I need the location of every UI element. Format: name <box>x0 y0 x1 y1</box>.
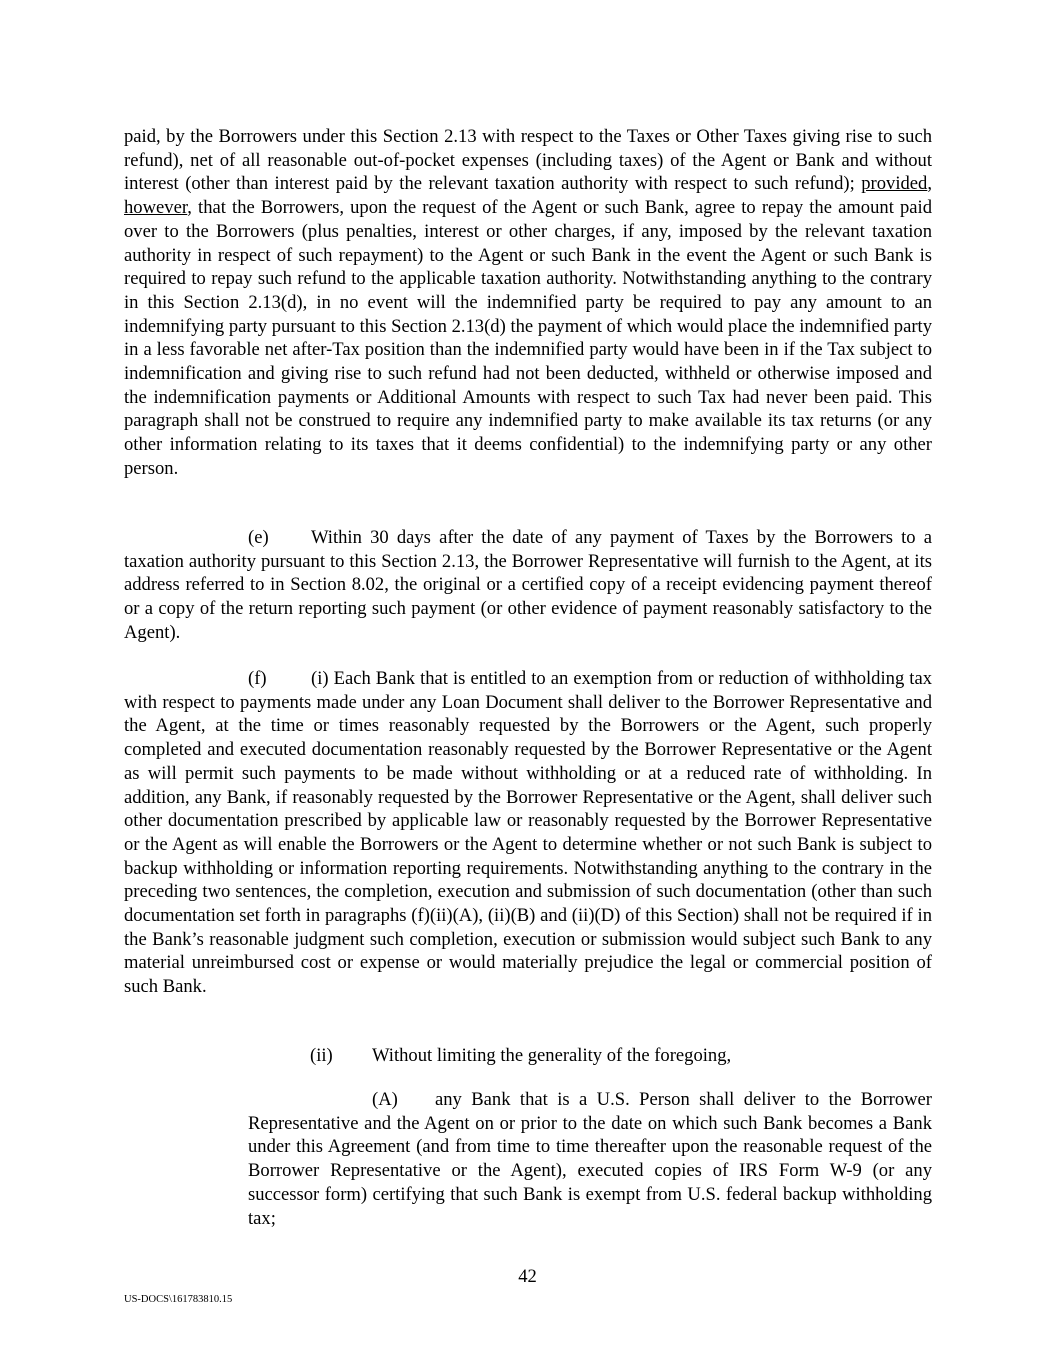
document-id: US-DOCS\161783810.15 <box>124 1294 233 1305</box>
page-number: 42 <box>518 1266 537 1287</box>
paragraph-f-ii <box>310 1044 932 1068</box>
paragraph-f <box>124 667 932 999</box>
paragraph-text: Without limiting the generality of the foregoing, <box>372 1045 732 1066</box>
paragraph-label: (A) <box>372 1089 398 1110</box>
paragraph-text: , that the Borrowers, upon the request of the Agent or such Bank, agree to repay the amount paid over to the Borrowers (plus penalties, interest or other charges, if any, imposed by the relevant taxation authority in respect of such repayment) to the Agent or such Bank in the event the Agent or such Bank is required to repay such refund to the applicable taxation authority. Notwithstanding anything to the contrary in this Section 2.13(d), in no event will the indemnified party be required to pay any amount to an indemnifying party pursuant to this Section 2.13(d) the payment of which would place the indemnified party in a less favorable net after-Tax position than the indemnified party would have been in if the Tax subject to indemnification and giving rise to such refund had not been deducted, withheld or otherwise imposed and the indemnification payments or Additional Amounts with respect to such Tax had never been paid. This paragraph shall not be construed to require any indemnified party to make available its tax returns (or any other information relating to its taxes that it deems confidential) to the indemnifying party or any other person. <box>124 197 932 479</box>
paragraph-text: Within 30 days after the date of any payment of Taxes by the Borrowers to a taxation authority pursuant to this Section 2.13, the Borrower Representative will furnish to the Agent, at its address referred to in Section 8.02, the original or a certified copy of a receipt evidencing payment thereof or a copy of the return reporting such payment (or other evidence of payment reasonably satisfactory to the Agent). <box>124 527 932 643</box>
paragraph-label: (f) <box>248 668 267 689</box>
paragraph-label: (e) <box>248 527 269 548</box>
paragraph-f-ii-a <box>248 1088 932 1230</box>
paragraph-e <box>124 526 932 645</box>
paragraph-label: (ii) <box>310 1045 333 1066</box>
however-term: however <box>124 197 188 219</box>
provided-term: provided <box>861 173 928 195</box>
paragraph-text: paid, by the Borrowers under this Section 2.13 with respect to the Taxes or Other Taxes giving rise to such refund), net of all reasonable out-of-pocket expenses (including taxes) of the Agent or Bank and without interest (other than interest paid by the relevant taxation authority with respect to such refund); <box>124 126 932 195</box>
paragraph-refund-continuation <box>124 125 932 481</box>
paragraph-text: any Bank that is a U.S. Person shall deliver to the Borrower Representative and the Agent on or prior to the date on which such Bank becomes a Bank under this Agreement (and from time to time thereafter upon the reasonable request of the Borrower Representative or the Agent), executed copies of IRS Form W-9 (or any successor form) certifying that such Bank is exempt from U.S. federal backup withholding tax; <box>248 1089 932 1229</box>
paragraph-text: (i) Each Bank that is entitled to an exemption from or reduction of withholding tax with respect to payments made under any Loan Document shall deliver to the Borrower Representative and the Agent, at the time or times reasonably requested by the Borrowers or the Agent, such properly completed and executed documentation reasonably requested by the Borrower Representative or the Agent as will permit such payments to be made without withholding or at a reduced rate of withholding. In addition, any Bank, if reasonably requested by the Borrower Representative or the Agent, shall deliver such other documentation prescribed by applicable law or reasonably requested by the Borrower Representative or the Agent as will enable the Borrowers or the Agent to determine whether or not such Bank is subject to backup withholding or information reporting requirements. Notwithstanding anything to the contrary in the preceding two sentences, the completion, execution and submission of such documentation (other than such documentation set forth in paragraphs (f)(ii)(A), (ii)(B) and (ii)(D) of this Section) shall not be required if in the Bank’s reasonable judgment such completion, execution or submission would subject such Bank to any material unreimbursed cost or expense or would materially prejudice the legal or commercial position of such Bank. <box>124 668 932 998</box>
paragraph-text: , <box>927 173 932 195</box>
